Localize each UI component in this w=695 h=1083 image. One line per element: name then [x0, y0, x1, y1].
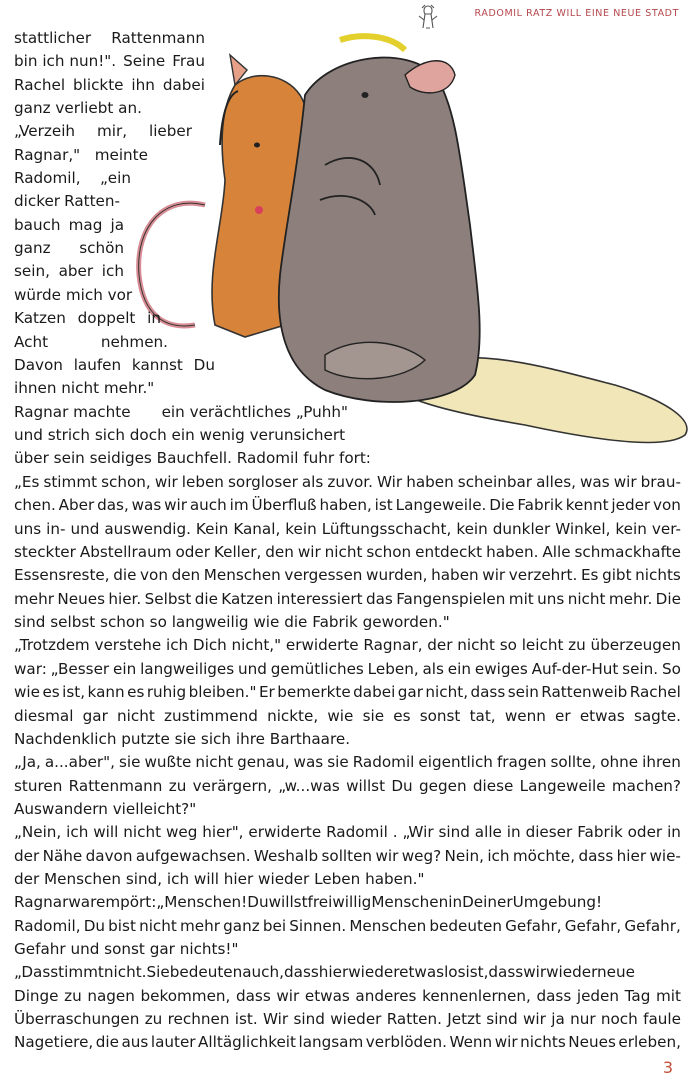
running-title: RADOMIL RATZ WILL EINE NEUE STADT: [474, 8, 679, 19]
text-line: „Trotzdem verstehe ich Dich nicht," erwiderte Ragnar, der nicht so leicht zu überzeugen: [14, 636, 681, 655]
two-rats-illustration: [125, 25, 695, 465]
text-line: ganz verliebt an.: [14, 99, 142, 117]
text-line: sein, aber ich: [14, 262, 124, 280]
text-line: Nagetiere, die aus lauter Alltäglichkeit langsam verblöden. Wenn wir nichts Neues erleben,: [14, 1033, 681, 1052]
text-line: diesmal gar nicht zustimmend nickte, wie sie es sonst tat, wenn er etwas sagte.: [14, 706, 681, 725]
text-line: Ragnarwarempört:„Menschen!DuwillstfreiwilligMenscheninDeinerUmgebung!: [14, 893, 603, 912]
text-line: über sein seidiges Bauchfell. Radomil fuhr fort:: [14, 449, 371, 467]
text-line: Radomil, Du bist nicht mehr ganz bei Sinnen. Menschen bedeuten Gefahr, Gefahr, Gefahr,: [14, 916, 681, 935]
text-line: stattlicher Rattenmann: [14, 29, 205, 47]
text-line: und strich sich doch ein wenig verunsichert: [14, 426, 346, 444]
text-line: Acht nehmen.: [14, 333, 168, 351]
text-line: sturen Rattenmann zu verärgern, „w...was willst Du gegen diese Langeweile machen?: [14, 776, 681, 795]
text-line: „Es stimmt schon, wir leben sorgloser als zuvor. Wir haben scheinbar alles, was wir brau-: [14, 473, 681, 491]
text-line: Nachdenklich putzte sie sich ihre Barthaare.: [14, 729, 351, 748]
text-line: mehr Neues hier. Selbst die Katzen interessiert das Fangenspielen mit uns nicht mehr. Die: [14, 589, 681, 608]
text-line: Ragnar," meinte: [14, 146, 148, 164]
text-line: Auswandern vielleicht?": [14, 799, 197, 818]
text-line: uns in- und auswendig. Kein Kanal, kein Lüftungsschacht, kein dunkler Winkel, kein ver-: [14, 519, 681, 538]
text-line: Radomil, „ein: [14, 169, 131, 187]
text-line: sind selbst schon so langweilig wie die Fabrik geworden.": [14, 613, 450, 632]
text-line: der Menschen sind, ich will hier wieder Leben haben.": [14, 869, 425, 888]
text-line: Dinge zu nagen bekommen, dass wir etwas anderes kennenlernen, dass jeden Tag mit: [14, 986, 681, 1005]
text-line: ganz schön: [14, 239, 124, 257]
text-line: wie es ist, kann es ruhig bleiben." Er bemerkte dabei gar nicht, dass sein Rattenweib Rachel: [14, 683, 681, 702]
text-line: Davon laufen kannst Du: [14, 356, 215, 374]
page-number: 3: [662, 1058, 673, 1077]
text-line: Gefahr und sonst gar nichts!": [14, 940, 239, 958]
text-line: bauch mag ja: [14, 216, 124, 234]
text-line: der Nähe davon aufgewachsen. Weshalb sollten wir weg? Nein, ich möchte, dass hier wie-: [14, 846, 681, 865]
text-line: Essensreste, die von den Menschen vergessen wurden, haben wir verzehrt. Es gibt nichts: [14, 566, 681, 585]
text-line: ihnen nicht mehr.": [14, 379, 155, 397]
text-line: würde mich vor: [14, 286, 133, 304]
text-line: Katzen doppelt in: [14, 309, 161, 327]
text-line: chen. Aber das, was wir auch im Überfluß haben, ist Langeweile. Die Fabrik kennt jeder von: [14, 496, 681, 515]
text-line: war: „Besser ein langweiliges und gemütliches Leben, als ein ewiges Auf-der-Hut sein. So: [14, 659, 681, 678]
text-line: dicker Ratten-: [14, 192, 120, 210]
text-line: „Ja, a...aber", sie wußte nicht genau, was sie Radomil eigentlich fragen sollte, ohne ihren: [14, 753, 681, 772]
text-line: „Dasstimmtnicht.Siebedeutenauch,dasshierwiederetwaslosist,dasswirwiederneue: [14, 963, 635, 982]
text-line: „Verzeih mir, lieber: [14, 122, 192, 140]
text-line: Ragnar machte ein verächtliches „Puhh": [14, 403, 348, 421]
text-line: bin ich nun!". Seine Frau: [14, 52, 205, 70]
text-line: Überraschungen zu rechnen ist. Wir sind wieder Ratten. Jetzt sind wir ja nur noch faule: [14, 1010, 681, 1029]
text-line: Rachel blickte ihn dabei: [14, 76, 205, 94]
text-line: „Nein, ich will nicht weg hier", erwiderte Radomil . „Wir sind alle in dieser Fabrik oder in: [14, 823, 681, 842]
text-line: steckter Abstellraum oder Keller, den wir nicht schon entdeckt haben. Alle schmackhafte: [14, 543, 681, 562]
